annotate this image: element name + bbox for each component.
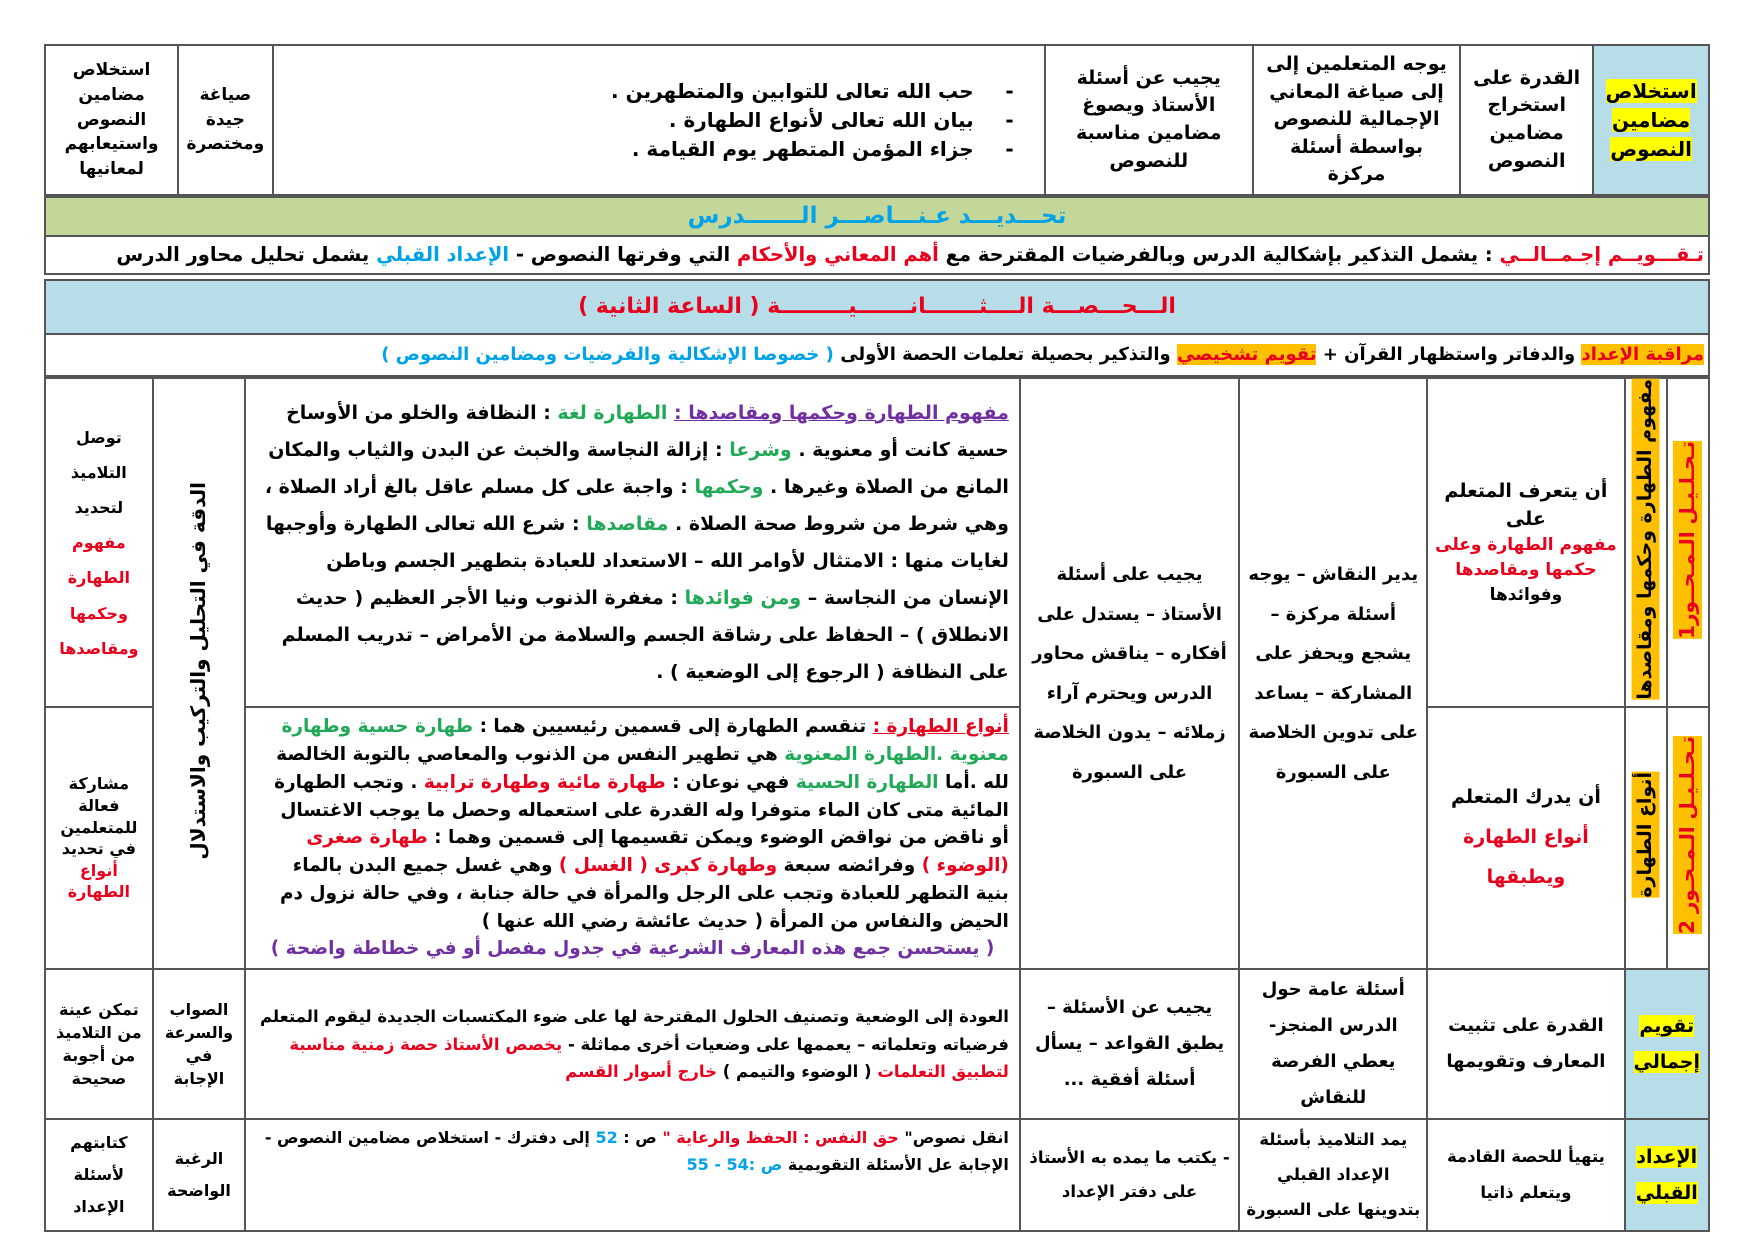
prep-row-text-4: إلى دفترك - استخلاص مضامين النصوص - الإجابة عل الأسئلة التقويمية [264,1128,1009,1175]
content-bullet-3: - جزاء المؤمن المتطهر يوم القيامة . [278,135,1014,164]
stage-label: الدقة في التحليل والتركيب والاستدلال [186,481,211,860]
stage-cell [153,378,246,969]
monitoring-text-5: ( خصوصا الإشكالية والفرضيات ومضامين النصوص ) [381,344,834,366]
prep-row-text-2: حق النفس : الحفظ والرعاية " [662,1128,899,1148]
axis2-text-5: وفرائضه سبعة [783,855,916,877]
lesson-plan-page [44,44,1710,1232]
prep-row-objective: يتهيأ للحصة القادمة ويتعلم ذاتيا [1427,1119,1624,1231]
banner-table [44,196,1710,275]
axis1-result-4: مفهوم [71,533,126,553]
axis2-objective-2: أنواع الطهارة [1463,826,1589,849]
axis2-content-heading: أنواع الطهارة : [872,716,1009,738]
learner-role: يجيب على أسئلة الأستاذ – يستدل على أفكاره – يناقش محاور الدرس ويحترم آراء زملائه – يدون الخلاصة على السبورة [1020,378,1239,969]
overall-row-text-4: خارج أسوار القسم [565,1061,717,1081]
axis2-text-6: وهي غسل جميع البدن بالماء بنية التطهر للعبادة وتجب على الرجل والمرأة في حالة جنابة ، وفي حالة نزول دم الحيض والنفاس من المرأة ( حديث عائشة رضي الله عنها ) [280,855,1009,932]
axis2-text-4: . وتجب الطهارة المائية متى كان الماء متوفرا وله القدرة على استعماله وحصل ما يوجب الاغتسال أو ناقض من نواقض الوضوء ويمكن تقسيمها إلى قسمين وهما : [274,771,1009,849]
top-stage-cell [1593,45,1709,195]
monitoring-text-4: والتذكير بحصيلة تعلمات الحصة الأولى [840,344,1171,366]
axis1-text-3: : واجبة على كل مسلم عاقل بالغ أراد الصلاة ، وهي شرط من شروط صحة الصلاة . [264,475,1009,535]
main-table [44,377,1710,1232]
overall-row-objective: القدرة على تثبيت المعارف وتقويمها [1427,969,1624,1119]
section-banner-cell [45,197,1709,236]
axis2-title-cell-2 [1625,707,1667,969]
monitoring-text-3: تقويم تشخيصي [1176,344,1317,366]
axis1-title-cell-2 [1625,378,1667,707]
axis2-term-5: طهارة صغرى (الوضوء ) [306,827,1009,877]
axis1-result-6: وحكمها [69,603,128,623]
axis2-term-3: الطهارة الحسية [795,771,939,793]
axis1-objective-1: أن يتعرف المتعلم على [1444,480,1608,530]
overall-row-criteria: الصواب والسرعة في الإجابة [153,969,246,1119]
axis1-term-1: الطهارة لغة [557,401,668,424]
axis2-objective-3: ويطبقها [1486,866,1566,889]
prep-row-label-cell [1625,1119,1710,1231]
axis2-term-2: .الطهارة المعنوية [784,744,944,766]
top-content [273,45,1045,195]
axis2-result-4: في تحديد [61,839,136,859]
axis2-result-5: أنواع [79,860,118,880]
axis1-result-7: ومقاصدها [59,638,139,658]
prep-row-text-1: انقل نصوص" [904,1128,1009,1148]
top-objective: القدرة على استخراج مضامين النصوص [1460,45,1593,195]
content-bullet-1: - حب الله تعالى للتوابين والمتطهرين . [278,77,1014,106]
overall-eval-text-5: يشمل تحليل محاور الدرس [116,243,370,267]
prep-row-page-1: 52 [595,1128,618,1148]
monitoring-cell [45,334,1709,376]
axis1-objective [1427,378,1624,707]
prep-row-content [245,1119,1020,1231]
top-stage: استخلاص مضامين النصوص [1605,78,1697,161]
axis1-objective-2: مفهوم الطهارة وعلى حكمها ومقاصدها [1435,535,1617,580]
overall-row-label: تقويم إجمالي [1633,1015,1700,1074]
axis2-result-3: للمتعلمين [60,817,138,837]
axis1-result-3: لتحديد [74,497,124,517]
prep-row-criteria: الرغبة الواضحة [153,1119,246,1231]
teacher-role: يدير النقاش – يوجه أسئلة مركزة – يشجع ويحفز على المشاركة – يساعد على تدوين الخلاصة على السبورة [1239,378,1427,969]
axis2-text-2: هي تطهير النفس من الذنوب والمعاصي بالتوبة الخالصة لله .أما [276,744,1009,793]
axis1-result-2: التلاميذ [70,462,127,482]
axis2-content [245,707,1020,969]
axis1-content-heading: مفهوم الطهارة وحكمها ومقاصدها : [674,401,1009,424]
overall-eval-label: تـقـــويــم إجـمــالــي [1499,243,1704,267]
overall-eval-text-2: أهم المعاني والأحكام [736,243,939,267]
prep-row-label: الإعداد القبلي [1635,1146,1698,1205]
second-session-cell [45,280,1709,334]
monitoring-text-2: والدفاتر واستظهار القرآن + [1322,344,1576,366]
axis2-result-6: الطهارة [67,882,130,902]
overall-row-label-cell [1625,969,1710,1119]
axis2-title-1: تـحـلـيـل الـمـحـور 2 [1673,736,1702,934]
axis2-text-3: فهي نوعان : [672,771,790,793]
prep-row-teacher: يمد التلاميذ بأسئلة الإعداد القبلي بتدوينها على السبورة [1239,1119,1427,1231]
axis2-result-1: مشاركة [68,774,130,794]
axis1-term-3: وحكمها [694,475,764,498]
axis1-result [45,378,153,707]
axis2-text-1: تنقسم الطهارة إلى قسمين رئيسيين هما : [479,716,867,738]
axis1-content [245,378,1020,707]
overall-row-text-3: ( الوضوء والتيمم ) [722,1061,872,1081]
axis2-term-1: طهارة حسية وطهارة معنوية [281,716,1009,766]
axis2-result [45,707,153,969]
second-session-title: الـــحـــصـــة الــــثـــــــانـــــــيـــــــــة ( الساعة الثانية ) [578,294,1176,320]
overall-eval-text-1: : يشمل التذكير بإشكالية الدرس وبالفرضيات المقترحة مع [945,243,1493,267]
axis2-term-6: وطهارة كبرى ( الغسل ) [558,855,778,877]
overall-row-learner: يجيب عن الأسئلة – يطبق القواعد – يسأل أسئلة أفقية ... [1020,969,1239,1119]
overall-row-result: تمكن عينة من التلاميذ من أجوبة صحيحة [45,969,153,1119]
prep-row-result: كتابتهم لأسئلة الإعداد [45,1119,153,1231]
section-banner: تحـــديـــد عـنـــاصـــر الـــــــدرس [687,203,1067,229]
prep-row-learner: - يكتب ما يمده به الأستاذ على دفتر الإعداد [1020,1119,1239,1231]
axis1-text-1: : النظافة والخلو من الأوساخ حسية كانت أو معنوية . [286,401,1009,461]
overall-eval-cell [45,236,1709,274]
prep-row-page-2: ص :54 - 55 [686,1155,783,1175]
top-table [44,44,1710,196]
top-criteria: صياغة جيدة ومختصرة [178,45,272,195]
axis2-result-2: فعالة [78,796,120,815]
axis2-objective [1427,707,1624,969]
content-bullet-2: - بيان الله تعالى لأنواع الطهارة . [278,106,1014,135]
axis1-title-2: مفهوم الطهارة وحكمها ومقاصدها [1632,379,1660,700]
axis2-note: ( يستحسن جمع هذه المعارف الشرعية في جدول مفصل أو في خطاطة واضحة ) [270,938,995,960]
overall-row-content [245,969,1020,1119]
axis1-result-1: توصل [75,427,122,447]
axis1-text-5: : مغفرة الذنوب ونيا الأجر العظيم ( حديث الانطلاق ) – الحفاظ على رشاقة الجسم والسلامة من الأمراض – تدريب المسلم على النظافة ( الرجوع إلى الوضعية ) . [281,586,1009,683]
axis1-title-cell-1 [1667,378,1709,707]
overall-eval-text-3: التي وفرتها النصوص - [515,243,731,267]
overall-eval-text-4: الإعداد القبلي [376,243,510,267]
overall-row-teacher: أسئلة عامة حول الدرس المنجز- يعطي الفرصة للنقاش [1239,969,1427,1119]
axis2-term-4: طهارة مائية وطهارة ترابية [423,771,666,793]
axis1-term-4: مقاصدها [586,512,669,535]
overall-row-text-1: العودة إلى الوضعية وتصنيف الحلول المقترحة لها على ضوء المكتسبات الجديدة ليقوم المتعلم فرضياته وتعلماته – يعممها على وضعيات أخرى مماثلة - [259,1007,1009,1054]
axis2-title-2: أنواع الطهارة [1632,772,1660,898]
top-teacher-role: يوجه المتعلمين إلى إلى صياغة المعاني الإجمالية للنصوص بواسطة أسئلة مركزة [1253,45,1460,195]
axis1-term-2: وشرعا [729,438,792,461]
axis2-objective-1: أن يدرك المتعلم [1450,786,1601,809]
axis2-title-cell-1 [1667,707,1709,969]
axis1-result-5: الطهارة [67,568,130,588]
prep-row-text-3: ص : [623,1128,657,1148]
top-learner-role: يجيب عن أسئلة الأستاذ ويصوغ مضامين مناسبة للنصوص [1045,45,1253,195]
axis1-text-4: : شرع الله تعالى الطهارة وأوجبها لغايات منها : الامتثال لأوامر الله – الاستعداد للعبادة بتطهير الجسم وباطن الإنسان من النجاسة – [265,512,1009,609]
axis1-title-1: تـحـلـيـل الـمـحــور1 [1673,441,1702,639]
axis1-term-5: ومن فوائدها [684,586,802,609]
overall-row-text-2: يخصص الأستاذ حصة زمنية مناسبة لتطبيق التعلمات [289,1034,1009,1081]
axis1-objective-3: وفوائدها [1489,584,1563,605]
monitoring-text-1: مراقبة الإعداد [1581,344,1704,366]
top-result: استخلاص مضامين النصوص واستيعابهم لمعانيها [45,45,178,195]
session-table [44,279,1710,377]
axis1-text-2: : إزالة النجاسة والخبث عن البدن والثياب والمكان المانع من الصلاة وغيرها . [268,438,1009,498]
